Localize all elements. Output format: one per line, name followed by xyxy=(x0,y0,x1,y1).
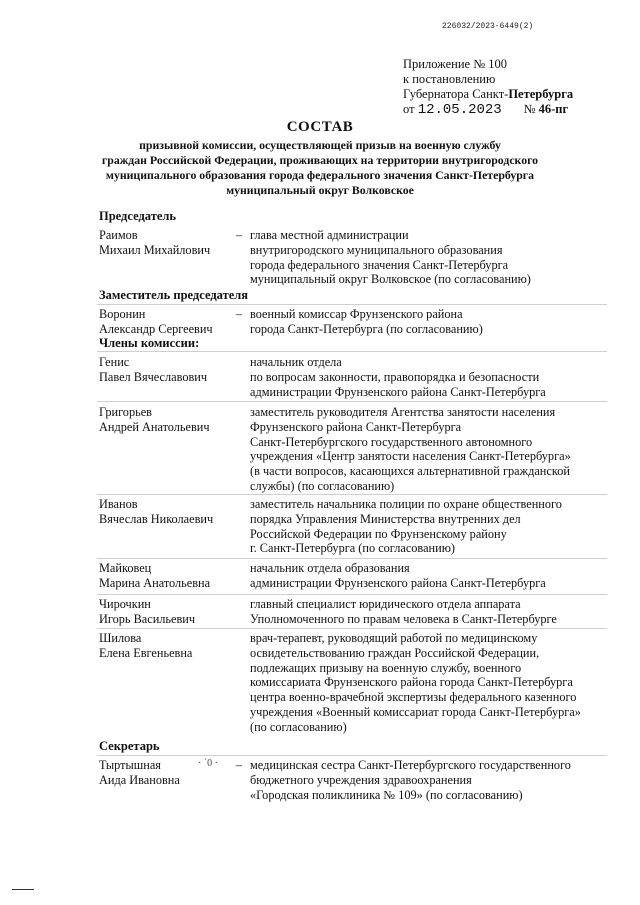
position-line: Фрунзенского района Санкт-Петербурга xyxy=(250,419,462,434)
divider xyxy=(97,594,607,595)
position-line: начальник отдела образования xyxy=(250,561,410,575)
position-line: военный комиссар Фрунзенского района xyxy=(250,307,463,321)
secretary-position xyxy=(250,758,605,802)
member-position xyxy=(250,405,605,494)
position-line: порядка Управления Министерства внутренних дел xyxy=(250,511,521,526)
surname: Тыртышная xyxy=(99,758,161,772)
dash: – xyxy=(235,307,243,321)
approval-governor xyxy=(403,87,573,102)
document-id: 226032/2023-6449(2) xyxy=(442,22,534,31)
section-secretary: Секретарь xyxy=(99,739,160,753)
surname: Майковец xyxy=(99,561,152,575)
surname: Иванов xyxy=(99,497,138,511)
member-position xyxy=(250,355,605,399)
given-names: Аида Ивановна xyxy=(99,772,180,787)
chairman-position xyxy=(250,228,605,287)
approval-decree: к постановлению xyxy=(403,72,496,86)
given-names: Александр Сергеевич xyxy=(99,321,213,336)
member-position xyxy=(250,561,605,591)
chairman-name xyxy=(99,228,234,258)
deputy-position xyxy=(250,307,605,337)
approval-date-prefix: от xyxy=(403,102,415,116)
position-line: Уполномоченного по правам человека в Санкт-Петербурге xyxy=(250,611,557,626)
divider xyxy=(97,558,607,559)
member-name xyxy=(99,405,234,435)
section-members: Члены комиссии: xyxy=(99,336,200,350)
approval-block xyxy=(403,57,573,118)
position-line: врач-терапевт, руководящий работой по медицинскому xyxy=(250,631,538,645)
position-line: администрации Фрунзенского района Санкт-Петербурга xyxy=(250,384,546,399)
surname: Раимов xyxy=(99,228,138,242)
divider xyxy=(97,494,607,495)
approval-appendix: Приложение № 100 xyxy=(403,57,508,71)
divider xyxy=(97,755,607,756)
position-line: (в части вопросов, касающихся альтернативной гражданской xyxy=(250,464,570,479)
subtitle-line: призывной комиссии, осуществляющей призыв на военную службу xyxy=(139,138,501,152)
given-names: Елена Евгеньевна xyxy=(99,645,193,660)
position-line: учреждения «Центр занятости населения Санкт-Петербурга» xyxy=(250,449,571,464)
position-line: бюджетного учреждения здравоохранения xyxy=(250,772,472,787)
given-names: Андрей Анатольевич xyxy=(99,419,210,434)
position-line: подлежащих призыву на военную службу, военного xyxy=(250,660,522,675)
dash: – xyxy=(235,228,243,242)
dash: – xyxy=(235,758,243,772)
given-names: Игорь Васильевич xyxy=(99,611,196,626)
divider xyxy=(97,628,607,629)
position-line: глава местной администрации xyxy=(250,228,409,242)
given-names: Павел Вячеславович xyxy=(99,369,208,384)
member-name xyxy=(99,561,234,591)
document-subtitle xyxy=(60,138,580,198)
position-line: Санкт-Петербургского государственного автономного xyxy=(250,434,533,449)
position-line: начальник отдела xyxy=(250,355,342,369)
divider xyxy=(97,351,607,352)
approval-date-line xyxy=(403,102,573,118)
member-name xyxy=(99,355,234,385)
margin-mark xyxy=(12,889,34,890)
position-line: учреждения «Военный комиссариат города Санкт-Петербурга» xyxy=(250,704,581,719)
given-names: Марина Анатольевна xyxy=(99,575,211,590)
position-line: медицинская сестра Санкт-Петербургского государственного xyxy=(250,758,571,772)
surname: Воронин xyxy=(99,307,146,321)
position-line: главный специалист юридического отдела аппарата xyxy=(250,597,521,611)
position-line: администрации Фрунзенского района Санкт-Петербурга xyxy=(250,575,546,590)
approval-governor-prefix: Губернатора Санкт- xyxy=(403,87,509,101)
member-position xyxy=(250,631,605,735)
approval-number: 46-пг xyxy=(538,102,569,116)
member-position xyxy=(250,597,605,627)
surname: Генис xyxy=(99,355,130,369)
deputy-name xyxy=(99,307,234,337)
given-names: Михаил Михайлович xyxy=(99,242,211,257)
position-line: (по согласованию) xyxy=(250,719,347,734)
section-chairman: Председатель xyxy=(99,209,177,223)
approval-date: 12.05.2023 xyxy=(417,102,502,118)
position-line: комиссариата Фрунзенского района города Санкт-Петербурга xyxy=(250,675,573,690)
position-line: заместитель руководителя Агентства занятости населения xyxy=(250,405,556,419)
position-line: освидетельствованию граждан Российской Федерации, xyxy=(250,645,540,660)
approval-governor-city: Петербурга xyxy=(508,87,574,101)
surname: Чирочкин xyxy=(99,597,151,611)
position-line: по вопросам законности, правопорядка и безопасности xyxy=(250,369,540,384)
member-name xyxy=(99,597,234,627)
position-line: г. Санкт-Петербурга (по согласованию) xyxy=(250,541,455,556)
position-line: внутригородского муниципального образования xyxy=(250,242,503,257)
surname: Шилова xyxy=(99,631,142,645)
position-line: муниципальный округ Волковское (по согласованию) xyxy=(250,272,531,287)
position-line: Российской Федерации по Фрунзенскому району xyxy=(250,526,507,541)
surname: Григорьев xyxy=(99,405,152,419)
document-title: СОСТАВ xyxy=(286,119,354,135)
subtitle-line: муниципальный округ Волковское xyxy=(226,183,414,197)
position-line: центра военно-врачебной экспертизы федерального казенного xyxy=(250,690,577,705)
member-name xyxy=(99,631,234,661)
divider xyxy=(97,401,607,402)
approval-number-prefix: № xyxy=(523,102,536,116)
position-line: города федерального значения Санкт-Петербурга xyxy=(250,257,509,272)
member-position xyxy=(250,497,605,556)
handwritten-mark: · ˊ0 · xyxy=(198,758,218,769)
position-line: «Городская поликлиника № 109» (по согласованию) xyxy=(250,787,523,802)
position-line: заместитель начальника полиции по охране общественного xyxy=(250,497,562,511)
member-name xyxy=(99,497,234,527)
divider xyxy=(97,304,607,305)
position-line: города Санкт-Петербурга (по согласованию) xyxy=(250,321,483,336)
section-deputy: Заместитель председателя xyxy=(99,288,249,302)
position-line: службы) (по согласованию) xyxy=(250,478,395,493)
subtitle-line: муниципального образования города федерального значения Санкт-Петербурга xyxy=(105,168,535,182)
subtitle-line: граждан Российской Федерации, проживающих на территории внутригородского xyxy=(101,153,539,167)
given-names: Вячеслав Николаевич xyxy=(99,511,214,526)
